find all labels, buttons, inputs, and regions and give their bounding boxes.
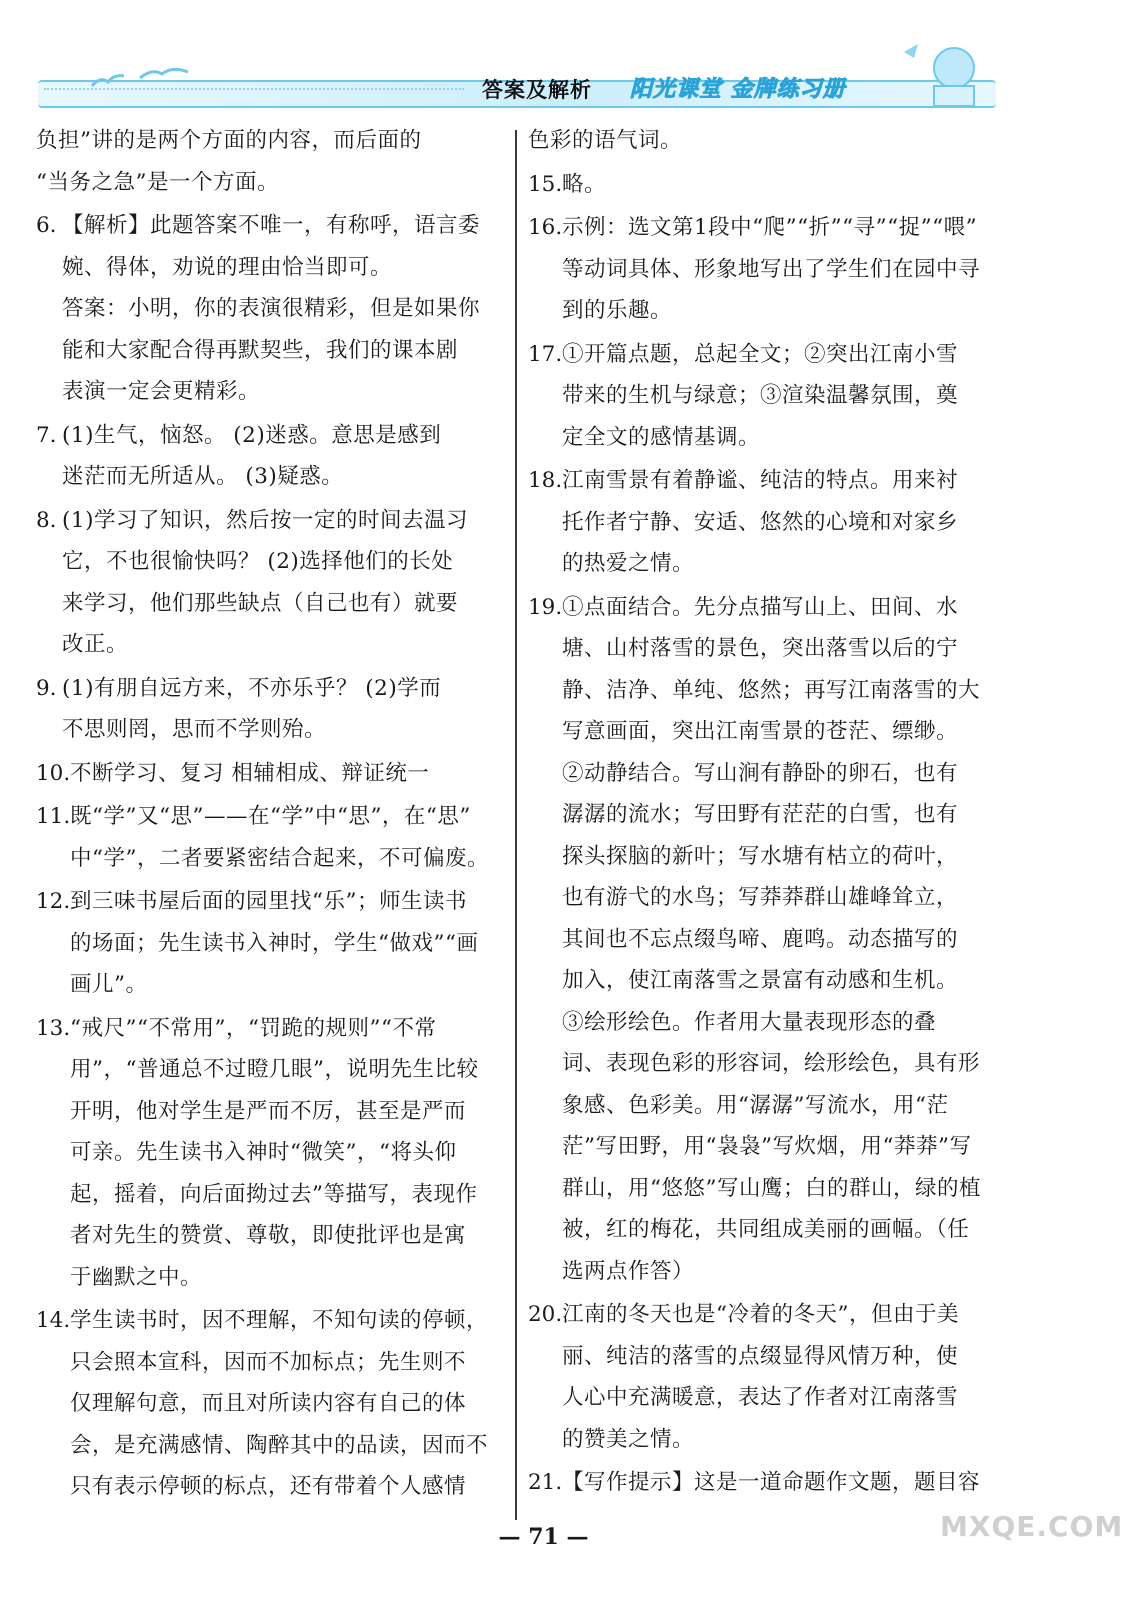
answer-number: 18.	[528, 468, 563, 493]
answer-line: 能和大家配合得再默契些，我们的课本剧	[62, 337, 459, 363]
answer-line: 到三味书屋后面的园里找“乐”；师生读书	[70, 889, 467, 914]
answer-item	[36, 120, 504, 203]
answer-number: 20.	[528, 1302, 563, 1327]
answer-line: 负担”讲的是两个方面的内容，而后面的	[36, 128, 422, 153]
answer-line: 仅理解句意，而且对所读内容有自己的体	[70, 1391, 467, 1416]
answer-item	[528, 334, 998, 459]
answer-item	[528, 460, 998, 585]
answer-item	[36, 668, 504, 751]
answer-line: 等动词具体、形象地写出了学生们在园中寻	[562, 256, 981, 282]
answer-line: 可亲。先生读书入神时“微笑”，“将头仰	[70, 1140, 457, 1165]
answer-number: 7.	[36, 422, 57, 448]
answer-line: 的场面；先生读书入神时，学生“做戏”“画	[70, 930, 479, 956]
answer-line: 江南的冬天也是“冷着的冬天”，但由于美	[562, 1302, 959, 1327]
answer-line: 群山，用“悠悠”写山鹰；白的群山，绿的植	[562, 1175, 981, 1201]
answers-label: 答案及解析	[482, 77, 592, 102]
answer-line: 答案：小明，你的表演很精彩，但是如果你	[62, 296, 481, 321]
answer-line: 它，不也很愉快吗？ (2)选择他们的长处	[62, 549, 454, 574]
answer-number: 12.	[36, 889, 71, 914]
answer-line: 丽、纯洁的落雪的点缀显得风情万种，使	[562, 1343, 959, 1369]
answer-line: 也有游弋的水鸟；写莽莽群山雄峰耸立，	[562, 885, 959, 910]
answer-line: 者对先生的赞赏、尊敬，即使批评也是寓	[70, 1223, 467, 1248]
answer-number: 8.	[36, 507, 57, 533]
answer-line: 【解析】此题答案不唯一，有称呼，语言委	[62, 213, 481, 238]
answer-item	[36, 796, 504, 879]
answer-line: 会，是充满感情、陶醉其中的品读，因而不	[70, 1432, 489, 1458]
answer-line: 婉、得体，劝说的理由恰当即可。	[62, 254, 393, 280]
answer-line: 加入，使江南落雪之景富有动感和生机。	[562, 968, 959, 993]
answer-line: 静、洁净、单纯、悠然；再写江南落雪的大	[562, 677, 981, 703]
answer-number: 14.	[36, 1308, 71, 1333]
answer-line: 被，红的梅花，共同组成美丽的画幅。（任	[562, 1217, 970, 1242]
answer-item	[36, 500, 504, 666]
answer-item	[528, 164, 998, 206]
answer-line: (1)有朋自远方来，不亦乐乎？ (2)学而	[62, 675, 442, 701]
answer-line: ①点面结合。先分点描写山上、田间、水	[562, 594, 959, 620]
birds-icon	[90, 64, 200, 92]
right-column	[528, 120, 998, 1506]
answer-line: 江南雪景有着静谧、纯洁的特点。用来衬	[562, 468, 959, 493]
answer-line: 潺潺的流水；写田野有茫茫的白雪，也有	[562, 802, 959, 827]
answer-number: 16.	[528, 215, 563, 240]
answer-line: 起，摇着，向后面拗过去”等描写，表现作	[70, 1181, 478, 1207]
answer-line: 来学习，他们那些缺点（自己也有）就要	[62, 590, 459, 616]
answer-line: 到的乐趣。	[562, 298, 673, 323]
answer-line: 于幽默之中。	[70, 1264, 203, 1290]
answer-item	[36, 415, 504, 498]
answer-item	[36, 881, 504, 1006]
page-header	[38, 62, 996, 108]
answer-line: 带来的生机与绿意；③渲染温馨氛围，奠	[562, 383, 959, 408]
answer-line: “戒尺”“不常用”，“罚跪的规则”“不常	[70, 1015, 437, 1041]
answer-line: 象感、色彩美。用“潺潺”写流水，用“茫	[562, 1092, 949, 1118]
answer-item	[36, 753, 504, 795]
answer-line: (1)生气，恼怒。 (2)迷惑。意思是感到	[62, 422, 442, 448]
answer-item	[528, 587, 998, 1293]
answer-line: 其间也不忘点缀鸟啼、鹿鸣。动态描写的	[562, 926, 959, 952]
answer-line: 只有表示停顿的标点，还有带着个人感情	[70, 1474, 467, 1499]
column-divider	[515, 130, 517, 1520]
answer-number: 19.	[528, 594, 563, 620]
answer-line: 改正。	[62, 632, 129, 657]
answer-line: 中“学”，二者要紧密结合起来，不可偏废。	[70, 845, 489, 871]
answer-line: 的热爱之情。	[562, 551, 695, 576]
globe-decoration-icon	[894, 40, 994, 110]
answer-line: ③绘形绘色。作者用大量表现形态的叠	[562, 1009, 937, 1035]
answer-line: ①开篇点题，总起全文；②突出江南小雪	[562, 341, 959, 367]
answer-line: 写意画面，突出江南雪景的苍茫、缥缈。	[562, 719, 959, 744]
answer-line: 略。	[562, 171, 607, 197]
watermark: MXQE.COM	[940, 1510, 1123, 1543]
answer-number: 13.	[36, 1015, 71, 1041]
answer-line: 茫”写田野，用“袅袅”写炊烟，用“莽莽”写	[562, 1134, 972, 1159]
answer-line: 人心中充满暖意，表达了作者对江南落雪	[562, 1385, 959, 1410]
answer-item	[36, 1008, 504, 1299]
answer-line: 用”，“普通总不过瞪几眼”，说明先生比较	[70, 1057, 479, 1082]
answer-line: 迷茫而无所适从。 (3)疑惑。	[62, 464, 344, 489]
answer-item	[528, 207, 998, 332]
answer-item	[36, 205, 504, 413]
answer-item	[528, 120, 998, 162]
answer-line: 的赞美之情。	[562, 1426, 695, 1452]
answer-line: 示例：选文第1段中“爬”“折”“寻”“捉”“喂”	[562, 215, 978, 240]
answer-number: 21.	[528, 1470, 563, 1495]
answer-number: 6.	[36, 213, 57, 238]
answer-line: 学生读书时，因不理解，不知句读的停顿，	[70, 1308, 489, 1333]
answer-number: 9.	[36, 675, 57, 701]
answer-item	[36, 1300, 504, 1508]
answer-number: 15.	[528, 171, 563, 197]
answer-number: 11.	[36, 804, 71, 829]
answer-line: 只会照本宣科，因而不加标点；先生则不	[70, 1349, 467, 1375]
page-number: — 71 —	[498, 1524, 589, 1550]
answer-line: 定全文的感情基调。	[562, 424, 761, 450]
answer-line: 探头探脑的新叶；写水塘有枯立的荷叶，	[562, 843, 959, 869]
answer-line: 开明，他对学生是严而不厉，甚至是严而	[70, 1098, 467, 1124]
answer-item	[528, 1294, 998, 1460]
answer-line: 不断学习、复习 相辅相成、辩证统一	[70, 760, 430, 786]
answer-line: 【写作提示】这是一道命题作文题，题目容	[562, 1470, 981, 1495]
answer-line: 词、表现色彩的形容词，绘形绘色，具有形	[562, 1051, 981, 1076]
answer-item	[528, 1462, 998, 1504]
answer-line: 画儿”。	[70, 972, 148, 997]
left-column	[36, 120, 504, 1510]
answer-line: 选两点作答）	[562, 1258, 695, 1284]
answer-line: (1)学习了知识，然后按一定的时间去温习	[62, 507, 468, 533]
answer-line: 表演一定会更精彩。	[62, 379, 261, 404]
answer-line: “当务之急”是一个方面。	[36, 169, 279, 195]
answer-line: 托作者宁静、安适、悠然的心境和对家乡	[562, 509, 959, 535]
answer-number: 10.	[36, 760, 71, 786]
answer-line: 既“学”又“思”——在“学”中“思”，在“思”	[70, 804, 471, 829]
answer-line: 塘、山村落雪的景色，突出落雪以后的宁	[562, 636, 959, 661]
answer-line: 不思则罔，思而不学则殆。	[62, 717, 327, 742]
answer-line: ②动静结合。写山涧有静卧的卵石，也有	[562, 760, 959, 786]
answer-number: 17.	[528, 341, 563, 367]
brand-title: 阳光课堂 金牌练习册	[630, 76, 846, 102]
answer-line: 色彩的语气词。	[528, 128, 683, 153]
